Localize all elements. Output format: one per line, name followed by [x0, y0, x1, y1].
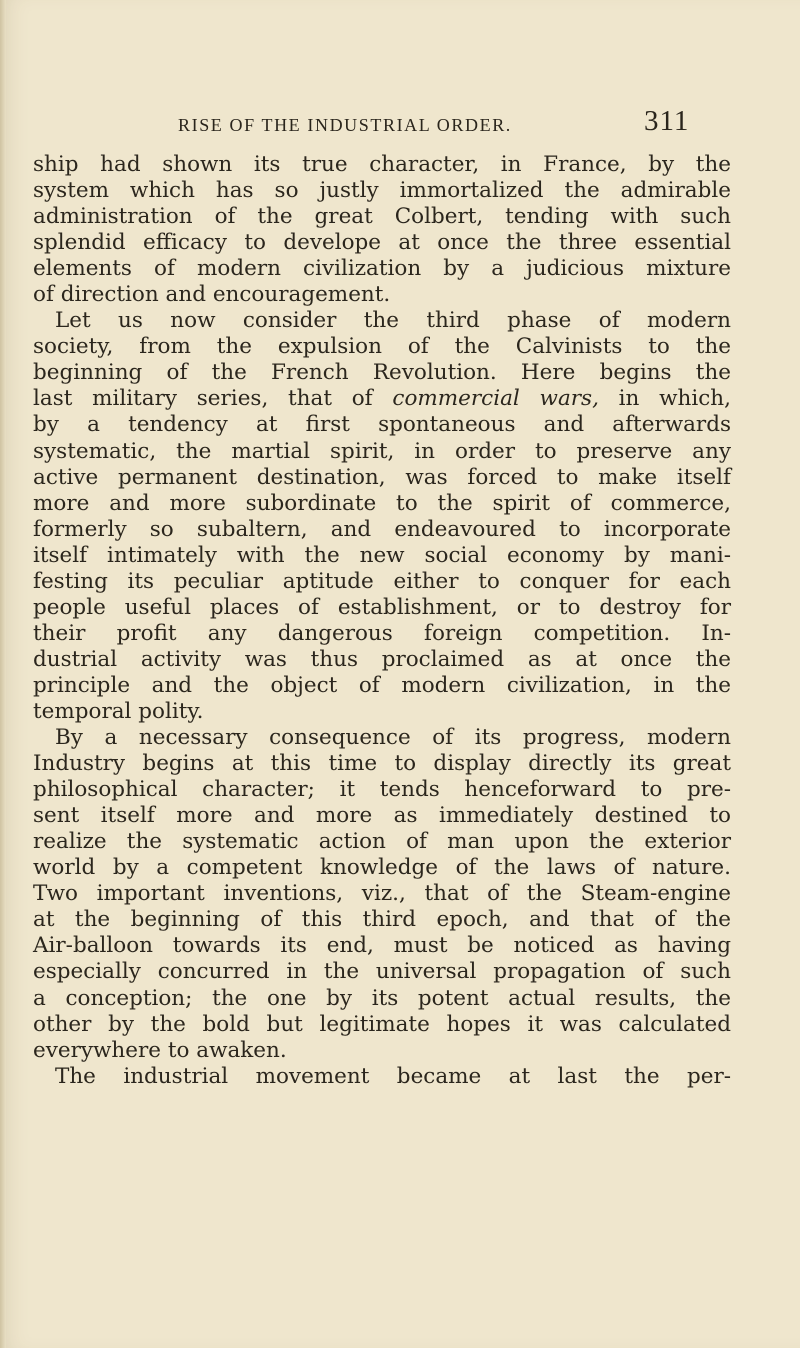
page-gutter	[0, 0, 6, 1348]
italic-text: commercial wars,	[392, 386, 599, 412]
text-line: other by the bold but legitimate hopes it was calculated	[33, 1011, 731, 1037]
text-line: Air-balloon towards its end, must be noticed as having	[33, 933, 731, 959]
text-line: festing its peculiar aptitude either to conquer for each	[33, 568, 731, 594]
text-line: Let us now consider the third phase of modern	[55, 308, 731, 334]
body-text	[33, 152, 731, 1090]
text-line: sent itself more and more as immediately destined to	[33, 803, 731, 829]
text-line: at the beginning of this third epoch, and that of the	[33, 907, 731, 933]
text-line: a conception; the one by its potent actual results, the	[33, 985, 731, 1011]
text-line: everywhere to awaken.	[33, 1037, 287, 1063]
text-line: The industrial movement became at last the per-	[55, 1063, 731, 1089]
text-line: itself intimately with the new social economy by mani-	[33, 542, 731, 568]
text-line: society, from the expulsion of the Calvinists to the	[33, 334, 731, 360]
text-line: active permanent destination, was forced to make itself	[33, 464, 731, 490]
text-line: their profit any dangerous foreign competition. In-	[33, 620, 731, 646]
text-segment: in which,	[598, 386, 731, 412]
text-line: of direction and encouragement.	[33, 282, 391, 308]
text-line: more and more subordinate to the spirit of commerce,	[33, 490, 731, 516]
text-line: people useful places of establishment, or to destroy for	[33, 594, 731, 620]
text-segment: last military series, that of	[33, 386, 393, 412]
text-line: elements of modern civilization by a judicious mixture	[33, 256, 731, 282]
text-line: ship had shown its true character, in France, by the	[33, 152, 731, 177]
text-line: especially concurred in the universal propagation of such	[33, 959, 731, 985]
text-line: dustrial activity was thus proclaimed as at once the	[33, 646, 731, 672]
text-line: system which has so justly immortalized the admirable	[33, 178, 731, 204]
text-line: temporal polity.	[33, 698, 204, 724]
text-line: Industry begins at this time to display directly its great	[33, 751, 731, 777]
page-number: 311	[644, 105, 690, 137]
text-line: systematic, the martial spirit, in order to preserve any	[33, 438, 731, 464]
text-line: realize the systematic action of man upon the exterior	[33, 829, 731, 855]
text-line: By a necessary consequence of its progress, modern	[55, 725, 731, 751]
text-line: principle and the object of modern civilization, in the	[33, 672, 731, 698]
text-line: Two important inventions, viz., that of the Steam-engine	[33, 881, 731, 907]
text-line: splendid efficacy to develope at once the three essential	[33, 230, 731, 256]
text-line: by a tendency at first spontaneous and afterwards	[33, 412, 731, 438]
text-line: philosophical character; it tends henceforward to pre-	[33, 777, 731, 803]
text-line: administration of the great Colbert, tending with such	[33, 204, 731, 230]
text-line: beginning of the French Revolution. Here begins the	[33, 360, 731, 386]
text-line	[33, 386, 731, 412]
text-line: world by a competent knowledge of the laws of nature.	[33, 855, 731, 881]
running-title: RISE OF THE INDUSTRIAL ORDER.	[178, 115, 512, 135]
text-line: formerly so subaltern, and endeavoured to incorporate	[33, 516, 731, 542]
page-header	[0, 103, 800, 143]
